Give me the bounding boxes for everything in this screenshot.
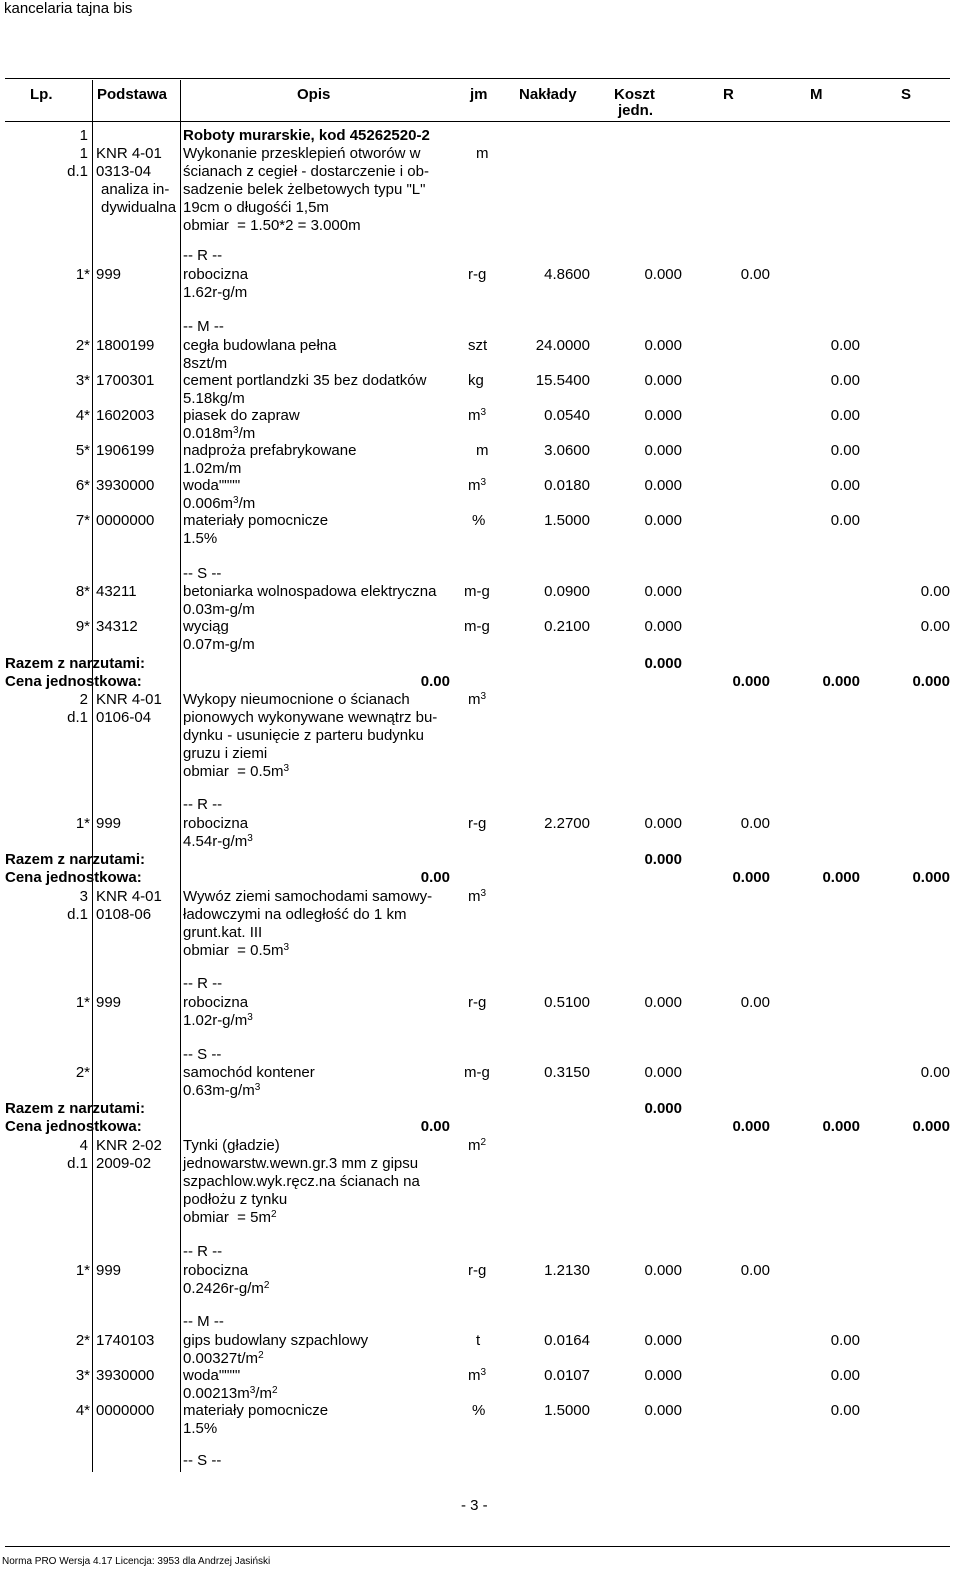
description-line: 19cm o długośći 1,5m <box>183 199 329 216</box>
item-code: 1800199 <box>96 337 155 354</box>
description-line: Wywóz ziemi samochodami samowy- <box>183 888 433 905</box>
item-amount: 0.0540 <box>544 407 590 424</box>
description-line: Tynki (gładzie) <box>183 1137 280 1154</box>
item-unit: $m^3$ <box>468 477 487 494</box>
item-lp: 3* <box>75 1367 90 1384</box>
footer-rule <box>5 1546 950 1547</box>
header-lp: Lp. <box>30 86 53 103</box>
column-divider <box>92 80 93 1472</box>
item-lp: 2* <box>75 1064 90 1081</box>
item-cost: 0.000 <box>644 815 682 832</box>
item-value-r: 0.00 <box>740 994 770 1011</box>
item-value-m: 0.00 <box>830 337 860 354</box>
item-code: 3930000 <box>96 1367 155 1384</box>
item-norm: 1.5% <box>183 1420 218 1437</box>
item-code: 1602003 <box>96 407 155 424</box>
item-cost: 0.000 <box>644 994 682 1011</box>
group-header-s: -- S -- <box>183 565 222 582</box>
item-code: 999 <box>96 266 122 283</box>
item-norm: 5.18kg/m <box>183 390 245 407</box>
item-code: 1740103 <box>96 1332 155 1349</box>
podstawa: 0313-04 <box>96 163 152 180</box>
razem-label: Razem z narzutami: <box>5 655 146 672</box>
item-lp: 7* <box>75 512 90 529</box>
item-name: cegła budowlana pełna <box>183 337 337 354</box>
item-cost: 0.000 <box>644 337 682 354</box>
cena-label: Cena jednostkowa: <box>5 869 142 886</box>
item-amount: 1.5000 <box>544 1402 590 1419</box>
item-amount: 4.8600 <box>544 266 590 283</box>
cena-m: 0.000 <box>822 673 860 690</box>
description-line: grunt.kat. III <box>183 924 263 941</box>
item-name: robocizna <box>183 815 249 832</box>
item-norm: 1.5% <box>183 530 218 547</box>
item-unit: r-g <box>468 994 487 1011</box>
podstawa: 0106-04 <box>96 709 152 726</box>
item-amount: 15.5400 <box>535 372 590 389</box>
item-cost: 0.000 <box>644 512 682 529</box>
lp-detail: d.1 <box>67 906 88 923</box>
item-lp: 4* <box>75 407 90 424</box>
item-value-m: 0.00 <box>830 372 860 389</box>
cena-s: 0.000 <box>912 869 950 886</box>
item-name: robocizna <box>183 1262 249 1279</box>
header-r: R <box>723 86 734 103</box>
item-lp: 1* <box>75 1262 90 1279</box>
item-name: materiały pomocnicze <box>183 1402 329 1419</box>
lp-detail: d.1 <box>67 163 88 180</box>
header-top-rule <box>5 78 950 79</box>
item-name: samochód kontener <box>183 1064 315 1081</box>
item-norm: 1.62r-g/m <box>183 284 248 301</box>
cena-label: Cena jednostkowa: <box>5 1118 142 1135</box>
item-code: 0000000 <box>96 512 155 529</box>
item-code: 0000000 <box>96 1402 155 1419</box>
podstawa: KNR 4-01 <box>96 145 162 162</box>
description-line: jednowarstw.wewn.gr.3 mm z gipsu <box>183 1155 419 1172</box>
description-line: Wykopy nieumocnione o ścianach <box>183 691 410 708</box>
item-value-m: 0.00 <box>830 442 860 459</box>
item-value-r: 0.00 <box>740 266 770 283</box>
page-number: - 3 - <box>461 1497 488 1514</box>
item-norm: 8szt/m <box>183 355 228 372</box>
item-amount: 0.2100 <box>544 618 590 635</box>
item-cost: 0.000 <box>644 1064 682 1081</box>
lp-number: 1 <box>79 145 88 162</box>
item-lp: 2* <box>75 337 90 354</box>
group-header-r: -- R -- <box>183 1243 223 1260</box>
item-lp: 1* <box>75 266 90 283</box>
cena-m: 0.000 <box>822 1118 860 1135</box>
razem-value: 0.000 <box>644 851 682 868</box>
item-lp: 2* <box>75 1332 90 1349</box>
item-unit: m <box>476 442 489 459</box>
item-amount: 1.5000 <box>544 512 590 529</box>
item-amount: 0.0107 <box>544 1367 590 1384</box>
item-name: nadproża prefabrykowane <box>183 442 357 459</box>
lp-detail: d.1 <box>67 709 88 726</box>
item-cost: 0.000 <box>644 1262 682 1279</box>
item-unit: % <box>472 512 486 529</box>
unit: $m^2$ <box>468 1137 487 1154</box>
group-header-r: -- R -- <box>183 247 223 264</box>
cena-value: 0.00 <box>420 673 450 690</box>
item-unit: m-g <box>464 618 490 635</box>
item-name: piasek do zapraw <box>183 407 300 424</box>
description-line: podłożu z tynku <box>183 1191 288 1208</box>
item-amount: 0.5100 <box>544 994 590 1011</box>
item-lp: 1* <box>75 815 90 832</box>
item-cost: 0.000 <box>644 266 682 283</box>
item-lp: 3* <box>75 372 90 389</box>
lp-detail: d.1 <box>67 1155 88 1172</box>
item-unit: % <box>472 1402 486 1419</box>
group-header-m: -- M -- <box>183 1313 224 1330</box>
item-norm: $0.63m-g/m^3$ <box>183 1082 261 1099</box>
podstawa: dywidualna <box>101 199 177 216</box>
item-name: materiały pomocnicze <box>183 512 329 529</box>
item-amount: 2.2700 <box>544 815 590 832</box>
item-name: woda"""" <box>183 477 241 494</box>
description-line: obmiar = 1.50*2 = 3.000m <box>183 217 361 234</box>
item-value-r: 0.00 <box>740 1262 770 1279</box>
item-value-m: 0.00 <box>830 1402 860 1419</box>
item-amount: 0.3150 <box>544 1064 590 1081</box>
lp-number: 3 <box>79 888 88 905</box>
unit: m <box>476 145 489 162</box>
podstawa: 0108-06 <box>96 906 152 923</box>
podstawa: KNR 2-02 <box>96 1137 162 1154</box>
item-value-s: 0.00 <box>920 583 950 600</box>
item-amount: 0.0900 <box>544 583 590 600</box>
item-name: wyciąg <box>183 618 229 635</box>
description-line: obmiar = $0.5m^3$ <box>183 942 290 959</box>
unit: $m^3$ <box>468 888 487 905</box>
item-norm: $0.006m^3/m$ <box>183 495 256 512</box>
item-lp: 4* <box>75 1402 90 1419</box>
description-line: pionowych wykonywane wewnątrz bu- <box>183 709 438 726</box>
razem-label: Razem z narzutami: <box>5 851 146 868</box>
item-unit: m-g <box>464 1064 490 1081</box>
item-lp: 6* <box>75 477 90 494</box>
header-koszt: Koszt <box>614 86 655 103</box>
item-code: 999 <box>96 815 122 832</box>
item-code: 999 <box>96 1262 122 1279</box>
item-cost: 0.000 <box>644 1402 682 1419</box>
description-line: obmiar = $0.5m^3$ <box>183 763 290 780</box>
description-line: Wykonanie przesklepień otworów w <box>183 145 421 162</box>
lp-number: 4 <box>79 1137 88 1154</box>
cena-r: 0.000 <box>732 673 770 690</box>
item-value-m: 0.00 <box>830 407 860 424</box>
item-norm: 1.02m/m <box>183 460 242 477</box>
item-lp: 5* <box>75 442 90 459</box>
cena-s: 0.000 <box>912 1118 950 1135</box>
item-code: 1906199 <box>96 442 155 459</box>
item-norm: $4.54r-g/m^3$ <box>183 833 253 850</box>
item-lp: 8* <box>75 583 90 600</box>
description-line: obmiar = $5m^2$ <box>183 1209 277 1226</box>
item-norm: $0.2426r-g/m^2$ <box>183 1280 270 1297</box>
header-podstawa: Podstawa <box>97 86 168 103</box>
group-header-s: -- S -- <box>183 1452 222 1469</box>
description-line: szpachlow.wyk.ręcz.na ścianach na <box>183 1173 420 1190</box>
podstawa: KNR 4-01 <box>96 888 162 905</box>
cena-value: 0.00 <box>420 869 450 886</box>
item-value-m: 0.00 <box>830 477 860 494</box>
item-value-s: 0.00 <box>920 1064 950 1081</box>
item-cost: 0.000 <box>644 477 682 494</box>
item-norm: $1.02r-g/m^3$ <box>183 1012 253 1029</box>
razem-value: 0.000 <box>644 655 682 672</box>
cena-m: 0.000 <box>822 869 860 886</box>
item-code: 1700301 <box>96 372 155 389</box>
description-line: sadzenie belek żelbetowych typu "L" <box>183 181 426 198</box>
razem-value: 0.000 <box>644 1100 682 1117</box>
header-s: S <box>901 86 912 103</box>
item-norm: $0.00327t/m^2$ <box>183 1350 264 1367</box>
footer-software: Norma PRO Wersja 4.17 Licencja: 3953 dla Andrzej Jasiński <box>2 1556 271 1567</box>
item-name: robocizna <box>183 266 249 283</box>
item-value-s: 0.00 <box>920 618 950 635</box>
item-value-r: 0.00 <box>740 815 770 832</box>
header-m: M <box>810 86 823 103</box>
item-value-m: 0.00 <box>830 512 860 529</box>
item-value-m: 0.00 <box>830 1332 860 1349</box>
item-unit: r-g <box>468 1262 487 1279</box>
group-header-m: -- M -- <box>183 318 224 335</box>
cena-r: 0.000 <box>732 869 770 886</box>
header-jm: jm <box>470 86 488 103</box>
item-name: woda"""" <box>183 1367 241 1384</box>
podstawa: analiza in- <box>101 181 170 198</box>
section-title: Roboty murarskie, kod 45262520-2 <box>183 127 430 144</box>
item-cost: 0.000 <box>644 372 682 389</box>
item-unit: m-g <box>464 583 490 600</box>
item-amount: 0.0180 <box>544 477 590 494</box>
header-opis: Opis <box>297 86 331 103</box>
item-norm: $0.018m^3/m$ <box>183 425 256 442</box>
cena-label: Cena jednostkowa: <box>5 673 142 690</box>
item-code: 34312 <box>96 618 138 635</box>
item-unit: kg <box>468 372 484 389</box>
cena-value: 0.00 <box>420 1118 450 1135</box>
item-lp: 9* <box>75 618 90 635</box>
item-lp: 1* <box>75 994 90 1011</box>
item-name: cement portlandzki 35 bez dodatków <box>183 372 427 389</box>
item-cost: 0.000 <box>644 1332 682 1349</box>
item-code: 43211 <box>96 583 137 600</box>
item-unit: r-g <box>468 815 487 832</box>
item-amount: 1.2130 <box>544 1262 590 1279</box>
item-cost: 0.000 <box>644 1367 682 1384</box>
item-unit: t <box>476 1332 481 1349</box>
item-unit: $m^3$ <box>468 407 487 424</box>
unit: $m^3$ <box>468 691 487 708</box>
item-code: 3930000 <box>96 477 155 494</box>
item-amount: 24.0000 <box>535 337 590 354</box>
item-cost: 0.000 <box>644 583 682 600</box>
item-amount: 3.0600 <box>544 442 590 459</box>
item-unit: r-g <box>468 266 487 283</box>
item-unit: $m^3$ <box>468 1367 487 1384</box>
lp-number: 1 <box>79 127 88 144</box>
item-name: betoniarka wolnospadowa elektryczna <box>183 583 437 600</box>
item-norm: 0.03m-g/m <box>183 601 255 618</box>
column-divider <box>180 80 181 1472</box>
description-line: ścianach z cegieł - dostarczenie i ob- <box>183 163 429 180</box>
lp-number: 2 <box>79 691 88 708</box>
podstawa: KNR 4-01 <box>96 691 162 708</box>
group-header-r: -- R -- <box>183 975 223 992</box>
podstawa: 2009-02 <box>96 1155 152 1172</box>
description-line: ładowczymi na odległość do 1 km <box>183 906 407 923</box>
group-header-s: -- S -- <box>183 1046 222 1063</box>
item-cost: 0.000 <box>644 442 682 459</box>
group-header-r: -- R -- <box>183 796 223 813</box>
item-norm: 0.07m-g/m <box>183 636 255 653</box>
header-naklady: Nakłady <box>519 86 577 103</box>
cena-s: 0.000 <box>912 673 950 690</box>
item-value-m: 0.00 <box>830 1367 860 1384</box>
item-name: gips budowlany szpachlowy <box>183 1332 369 1349</box>
item-cost: 0.000 <box>644 618 682 635</box>
header-bottom-rule <box>5 121 950 122</box>
item-unit: szt <box>468 337 488 354</box>
item-cost: 0.000 <box>644 407 682 424</box>
cena-r: 0.000 <box>732 1118 770 1135</box>
header-jedn: jedn. <box>618 102 654 119</box>
description-line: gruzu i ziemi <box>183 745 268 762</box>
item-norm: $0.00213m^3/m^2$ <box>183 1385 278 1402</box>
razem-label: Razem z narzutami: <box>5 1100 146 1117</box>
item-name: robocizna <box>183 994 249 1011</box>
item-amount: 0.0164 <box>544 1332 590 1349</box>
description-line: dynku - usunięcie z parteru budynku <box>183 727 424 744</box>
document-title: kancelaria tajna bis <box>4 0 133 17</box>
item-code: 999 <box>96 994 122 1011</box>
